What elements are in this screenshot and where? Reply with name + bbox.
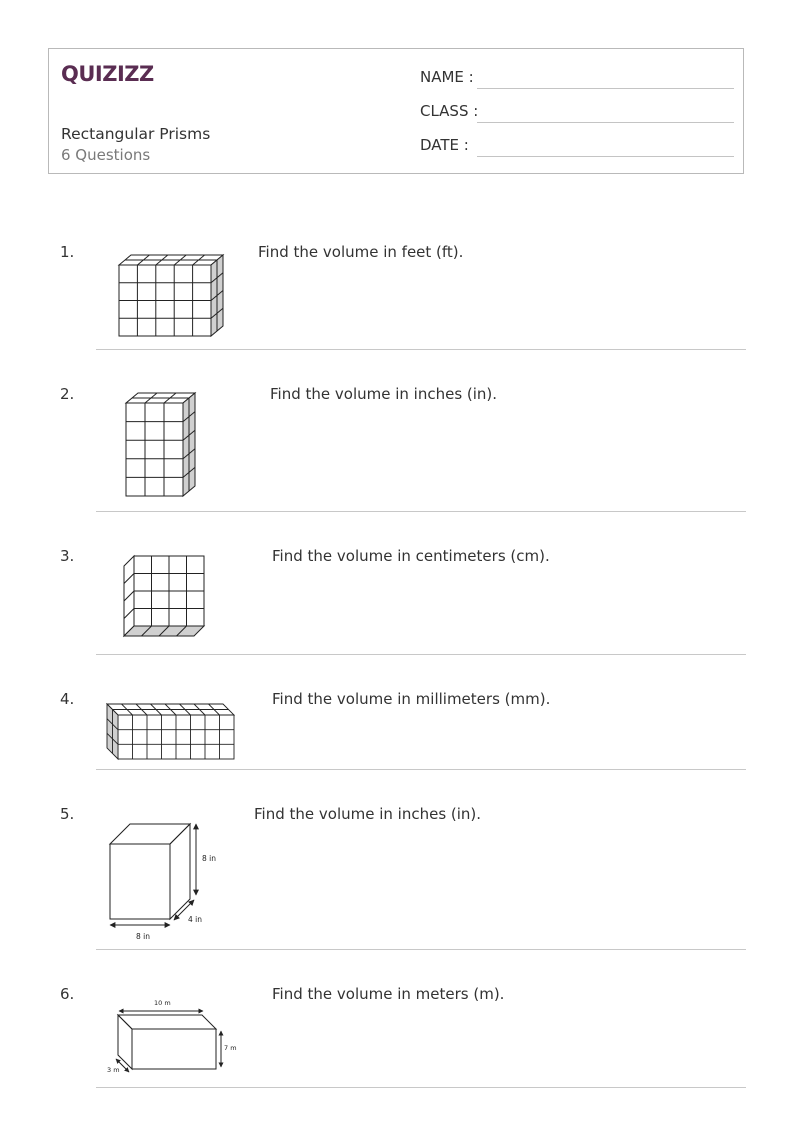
question-number: 1. — [60, 243, 75, 261]
svg-text:QUIZIZZ: QUIZIZZ — [61, 62, 154, 86]
question-text: Find the volume in millimeters (mm). — [272, 690, 551, 708]
box-prism-figure — [104, 995, 240, 1077]
depth-label: 4 in — [188, 915, 202, 924]
depth-label: 3 m — [107, 1066, 120, 1074]
divider — [96, 1087, 746, 1088]
cube-prism-figure — [122, 391, 202, 499]
width-label: 8 in — [136, 932, 150, 941]
cube-prism-figure — [116, 253, 228, 339]
class-label: CLASS : — [420, 102, 479, 120]
box-prism-figure — [104, 819, 224, 943]
divider — [96, 769, 746, 770]
class-field[interactable] — [420, 102, 734, 124]
class-line[interactable] — [477, 122, 734, 123]
question-text: Find the volume in centimeters (cm). — [272, 547, 550, 565]
question-number: 6. — [60, 985, 75, 1003]
question-text: Find the volume in inches (in). — [254, 805, 482, 823]
divider — [96, 511, 746, 512]
date-label: DATE : — [420, 136, 469, 154]
name-field[interactable] — [420, 68, 734, 90]
name-line[interactable] — [477, 88, 734, 89]
question-count: 6 Questions — [61, 146, 151, 164]
worksheet-header — [48, 48, 744, 174]
divider — [96, 949, 746, 950]
question-text: Find the volume in inches (in). — [270, 385, 498, 403]
date-line[interactable] — [477, 156, 734, 157]
height-label: 8 in — [202, 854, 216, 863]
question-number: 5. — [60, 805, 75, 823]
divider — [96, 654, 746, 655]
question-number: 3. — [60, 547, 75, 565]
name-label: NAME : — [420, 68, 474, 86]
width-label: 10 m — [154, 999, 171, 1007]
question-number: 4. — [60, 690, 75, 708]
quizizz-logo — [61, 59, 157, 93]
cube-prism-figure — [104, 702, 238, 762]
date-field[interactable] — [420, 136, 734, 158]
cube-prism-figure — [120, 553, 210, 639]
height-label: 7 m — [224, 1044, 237, 1052]
worksheet-title: Rectangular Prisms — [61, 125, 211, 143]
divider — [96, 349, 746, 350]
question-text: Find the volume in meters (m). — [272, 985, 505, 1003]
question-text: Find the volume in feet (ft). — [258, 243, 464, 261]
question-number: 2. — [60, 385, 75, 403]
